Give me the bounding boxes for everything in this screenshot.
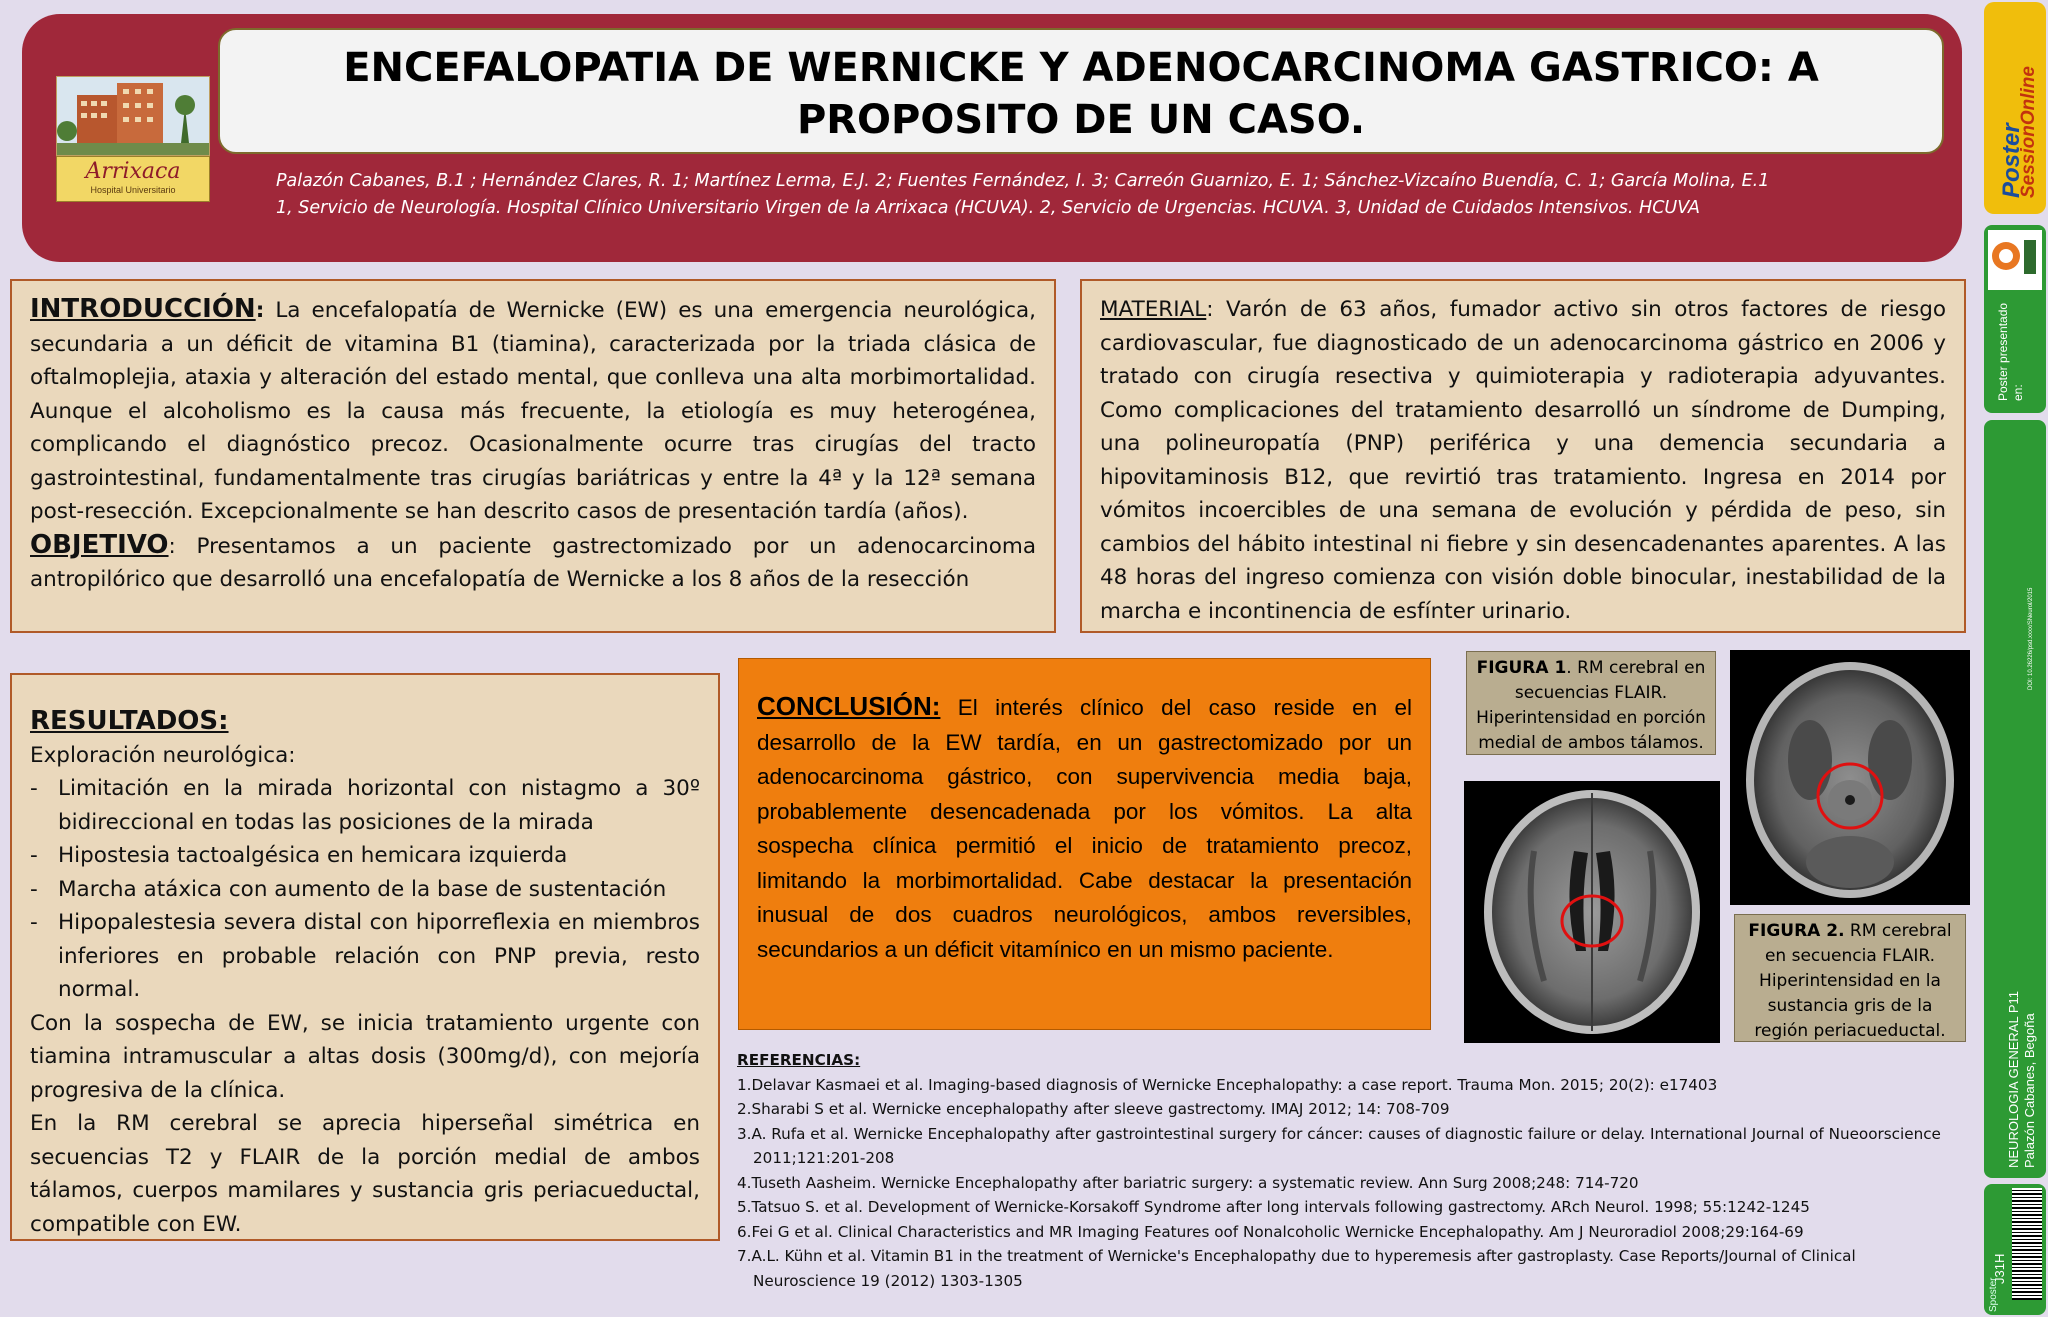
authors-block [276, 168, 1936, 222]
material-heading: MATERIAL [1100, 297, 1207, 322]
reference-item: 3.A. Rufa et al. Wernicke Encephalopathy after gastrointestinal surgery for cáncer: causes of diagnostic failure or delay. International Journal of Nueoorscience 2011;121:201-208 [737, 1124, 1941, 1167]
results-box [10, 673, 720, 1241]
results-paragraph-mri: En la RM cerebral se aprecia hiperseñal simétrica en secuencias T2 y FLAIR de la porción medial de ambos tálamos, cuerpos mamilares y sustancia gris periacueductal, compatible con EW. [30, 1111, 700, 1237]
brand-line-2: SessionOnline [2018, 66, 2039, 198]
results-list [30, 772, 700, 1007]
figure-1-caption [1466, 651, 1716, 755]
material-paragraph: MATERIAL: Varón de 63 años, fumador activo sin otros factores de riesgo cardiovascular, fue diagnosticado de un adenocarcinoma gástrico en 2006 y tratado con cirugía resectiva y quimioterapia y radioterapia adyuvantes. Como complicaciones del tratamiento desarrolló un síndrome de Dumping, una polineuropatía (PNP) periférica y una demencia secundaria a hipovitaminosis B12, que revirtió tras tratamiento. Ingresa en 2014 por vómitos incoercibles de una semana de evolución y pérdida de peso, sin cambios del hábito intestinal ni fiebre y sin desencadenantes aparentes. A las 48 horas del ingreso comienza con visión doble binocular, inestabilidad de la marcha e incontinencia de esfínter urinario. [1100, 297, 1946, 624]
poster-code: J31H [1992, 1253, 2007, 1284]
barcode [2012, 1188, 2042, 1300]
conclusion-heading: CONCLUSIÓN: [757, 691, 941, 721]
results-paragraph-treatment: Con la sospecha de EW, se inicia tratamiento urgente con tiamina intramuscular a altas dosis (300mg/d), con mejoría progresiva de la clínica. [30, 1010, 700, 1103]
reference-item: 1.Delavar Kasmaei et al. Imaging-based diagnosis of Wernicke Encephalopathy: a case report. Trauma Mon. 2015; 20(2): e17403 [737, 1075, 1718, 1094]
presented-at-label: Poster presentado en: [1996, 302, 2025, 401]
introduction-heading: INTRODUCCIÓN [30, 294, 256, 324]
footer-tag: Sposter [1988, 1277, 1999, 1312]
reference-item: 5.Tatsuo S. et al. Development of Wernicke-Korsakoff Syndrome after long intervals following gastrectomy. ARch Neurol. 1998; 55:1242-1245 [737, 1198, 1810, 1216]
poster-session-online-badge [1984, 2, 2046, 214]
poster-title [220, 30, 1942, 146]
affiliations-line: 1, Servicio de Neurología. Hospital Clínico Universitario Virgen de la Arrixaca (HCUVA). 2, Servicio de Urgencias. HCUVA. 3, Unidad de Cuidados Intensivos. HCUVA [276, 198, 1700, 218]
objective-paragraph: OBJETIVO: Presentamos a un paciente gastrectomizado por un adenocarcinoma antropilórico que desarrolló una encefalopatía de Wernicke a los 8 años de la resección [30, 529, 1037, 592]
introduction-text: La encefalopatía de Wernicke (EW) es una emergencia neurológica, secundaria a un déficit de vitamina B1 (tiamina), caracterizada por la triada clásica de oftalmoplejia, ataxia y alteración del estado mental, que conlleva una alta morbimortalidad. Aunque el alcoholismo es la causa más frecuente, la etiología es muy heterogénea, complicando el diagnóstico precoz. Ocasionalmente ocurre tras cirugías del tracto gastrointestinal, fundamentalmente tras cirugías bariátricas y entre la 4ª y la 12ª semana post-resección. Excepcionalmente se han descrito casos de presentación tardía (años). [30, 298, 1036, 524]
conclusion-box [738, 658, 1431, 1030]
reference-item: 7.A.L. Kühn et al. Vitamin B1 in the treatment of Wernicke's Encephalopathy due to hyperemesis after gastroplasty. Case Reports/Journal of Clinical Neuroscience 19 (2012) 1303-1305 [737, 1247, 1856, 1290]
figure-1-text: . RM cerebral en secuencias FLAIR. Hiperintensidad en porción medial de ambos tálamos. [1476, 658, 1706, 753]
doi-label: DOI: 10.26226/psd.xxxx/SNeurol/2015 [2028, 587, 2034, 690]
references-heading: REFERENCIAS: [737, 1051, 861, 1069]
figure-1-mri-image [1464, 781, 1720, 1043]
objective-heading: OBJETIVO [30, 529, 169, 560]
hospital-logo [56, 76, 210, 202]
author-label: Palazón Cabanes, Begoña [2022, 1013, 2037, 1168]
list-item: - Hipopalestesia severa distal con hiporreflexia en miembros inferiores en probable relación con PNP previa, resto normal. [30, 906, 700, 1007]
figure-2-label: FIGURA 2. [1748, 921, 1845, 941]
figure-2-caption [1734, 914, 1966, 1042]
objective-text: Presentamos a un paciente gastrectomizado por un adenocarcinoma antropilórico que desarrolló una encefalopatía de Wernicke a los 8 años de la resección [30, 533, 1037, 592]
material-box [1080, 279, 1966, 633]
list-item: - Hipostesia tactoalgésica en hemicara izquierda [30, 839, 700, 873]
figure-2-text: RM cerebral en secuencia FLAIR. Hiperintensidad en la sustancia gris de la región periacueductal. [1754, 921, 1952, 1041]
authors-line: Palazón Cabanes, B.1 ; Hernández Clares, R. 1; Martínez Lerma, E.J. 2; Fuentes Fernández, I. 3; Carreón Guarnizo, E. 1; Sánchez-Vizcaíno Buendía, C. 1; García Molina, E.1 [276, 171, 1770, 191]
references-section [737, 1048, 1959, 1293]
conclusion-text: El interés clínico del caso reside en el desarrollo de la EW tardía, en un gastrectomizado por un adenocarcinoma gástrico, con supervivencia media baja, probablemente desencadenada por los vómitos. La alta sospecha clínica permitió el inicio de tratamiento precoz, limitando la morbimortalidad. Cabe destacar la presentación inusual de dos cuadros neurológicos, ambos reversibles, secundarios a un déficit vitamínico en un mismo paciente. [757, 695, 1412, 962]
presented-at-panel [1984, 225, 2046, 413]
figure-2-mri-image [1730, 650, 1970, 905]
figure-1-label: FIGURA 1 [1476, 658, 1567, 678]
results-heading: RESULTADOS: [30, 706, 229, 736]
introduction-paragraph: INTRODUCCIÓN: La encefalopatía de Wernicke (EW) es una emergencia neurológica, secundaria a un déficit de vitamina B1 (tiamina), caracterizada por la triada clásica de oftalmoplejia, ataxia y alteración del estado mental, que conlleva una alta morbimortalidad. Aunque el alcoholismo es la causa más frecuente, la etiología es muy heterogénea, complicando el diagnóstico precoz. Ocasionalmente ocurre tras cirugías del tracto gastrointestinal, fundamentalmente tras cirugías bariátricas y entre la 4ª y la 12ª semana post-resección. Excepcionalmente se han descrito casos de presentación tardía (años). [30, 294, 1036, 524]
reference-item: 6.Fei G et al. Clinical Characteristics and MR Imaging Features oof Nonalcoholic Wernicke Encephalopathy. Am J Neuroradiol 2008;29:164-69 [737, 1222, 1804, 1241]
results-subheading: Exploración neurológica: [30, 742, 296, 768]
hospital-logo-plate [56, 156, 210, 202]
title-line-1: ENCEFALOPATIA DE WERNICKE Y ADENOCARCINOMA GASTRICO: A [343, 45, 1819, 91]
conclusion-paragraph [757, 689, 1412, 967]
session-label: NEUROLOGIA GENERAL P11 [2006, 990, 2021, 1168]
logo-name: Arrixaca [85, 159, 181, 184]
congress-logo [1988, 230, 2042, 290]
list-item: - Marcha atáxica con aumento de la base de sustentación [30, 873, 700, 907]
session-info-panel [1984, 420, 2046, 1178]
introduction-box [10, 279, 1056, 633]
material-text: Varón de 63 años, fumador activo sin otros factores de riesgo cardiovascular, fue diagnosticado de un adenocarcinoma gástrico en 2006 y tratado con cirugía resectiva y quimioterapia y radioterapia adyuvantes. Como complicaciones del tratamiento desarrolló un síndrome de Dumping, una polineuropatía (PNP) periférica y una demencia secundaria a hipovitaminosis B12, que revirtió tras tratamiento. Ingresa en 2014 por vómitos incoercibles de una semana de evolución y pérdida de peso, sin cambios del hábito intestinal ni fiebre y sin desencadenantes aparentes. A las 48 horas del ingreso comienza con visión doble binocular, inestabilidad de la marcha e incontinencia de esfínter urinario. [1100, 297, 1946, 624]
list-item: - Limitación en la mirada horizontal con nistagmo a 30º bidireccional en todas las posiciones de la mirada [30, 772, 700, 839]
logo-subtitle: Hospital Universitario [90, 185, 176, 195]
reference-item: 2.Sharabi S et al. Wernicke encephalopathy after sleeve gastrectomy. IMAJ 2012; 14: 708-709 [737, 1100, 1450, 1118]
title-box [218, 28, 1944, 154]
reference-item: 4.Tuseth Aasheim. Wernicke Encephalopathy after bariatric surgery: a systematic review. Ann Surg 2008;248: 714-720 [737, 1173, 1639, 1192]
brand-line-1: Poster [1998, 123, 2025, 198]
title-line-2: PROPOSITO DE UN CASO. [796, 97, 1366, 143]
hospital-building-image [56, 76, 210, 156]
